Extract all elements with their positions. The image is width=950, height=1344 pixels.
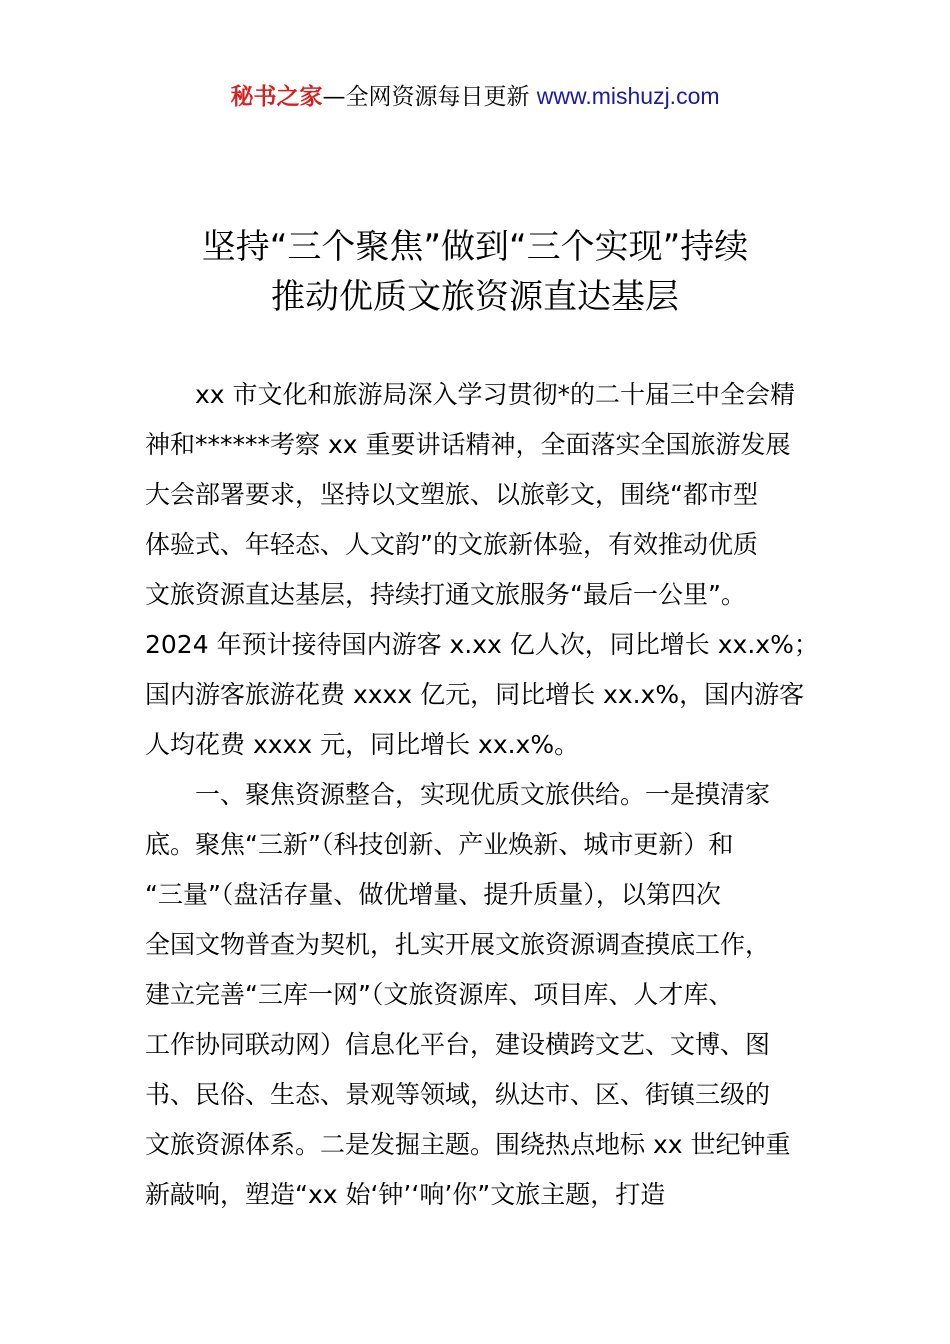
- body-line: 2024 年预计接待国内游客 x.xx 亿人次，同比增长 xx.x%；: [145, 630, 819, 659]
- title-line-2: 推动优质文旅资源直达基层: [271, 277, 679, 317]
- body-line: “三量”（盘活存量、做优增量、提升质量），以第四次: [145, 880, 721, 909]
- body-line: 文旅资源体系。二是发掘主题。围绕热点地标 xx 世纪钟重: [145, 1130, 791, 1159]
- body-line: 书、民俗、生态、景观等领域，纵达市、区、街镇三级的: [145, 1080, 771, 1109]
- body-line: 建立完善“三库一网”（文旅资源库、项目库、人才库、: [145, 980, 734, 1009]
- body-line: 人均花费 xxxx 元，同比增长 xx.x%。: [145, 730, 580, 759]
- body-line: 体验式、年轻态、人文韵”的文旅新体验，有效推动优质: [145, 530, 758, 559]
- body-line: 文旅资源直达基层，持续打通文旅服务“最后一公里”。: [145, 580, 746, 609]
- body-line: xx 市文化和旅游局深入学习贯彻*的二十届三中全会精: [195, 380, 796, 409]
- body-line: 神和******考察 xx 重要讲话精神，全面落实全国旅游发展: [145, 430, 791, 459]
- header-tagline: —全网资源每日更新: [322, 84, 537, 110]
- body-line: 国内游客旅游花费 xxxx 亿元，同比增长 xx.x%，国内游客: [145, 680, 805, 709]
- brand-name: 秘书之家: [230, 84, 323, 110]
- body-line: 全国文物普查为契机，扎实开展文旅资源调查摸底工作，: [145, 930, 771, 959]
- title-line-1: 坚持“三个聚焦”做到“三个实现”持续: [201, 227, 749, 267]
- body-line: 新敲响，塑造“xx 始‘钟’‘响’你”文旅主题，打造: [145, 1180, 666, 1209]
- site-url[interactable]: www.mishuzj.com: [536, 83, 720, 109]
- body-line: 大会部署要求，坚持以文塑旅、以旅彰文，围绕“都市型: [145, 480, 758, 509]
- document-title: [0, 222, 950, 322]
- site-header: [0, 80, 950, 113]
- document-body: [145, 370, 819, 1220]
- body-line: 工作协同联动网）信息化平台，建设横跨文艺、文博、图: [145, 1030, 771, 1059]
- body-line: 一、聚焦资源整合，实现优质文旅供给。一是摸清家: [195, 780, 771, 809]
- body-line: 底。聚焦“三新”（科技创新、产业焕新、城市更新）和: [145, 830, 734, 859]
